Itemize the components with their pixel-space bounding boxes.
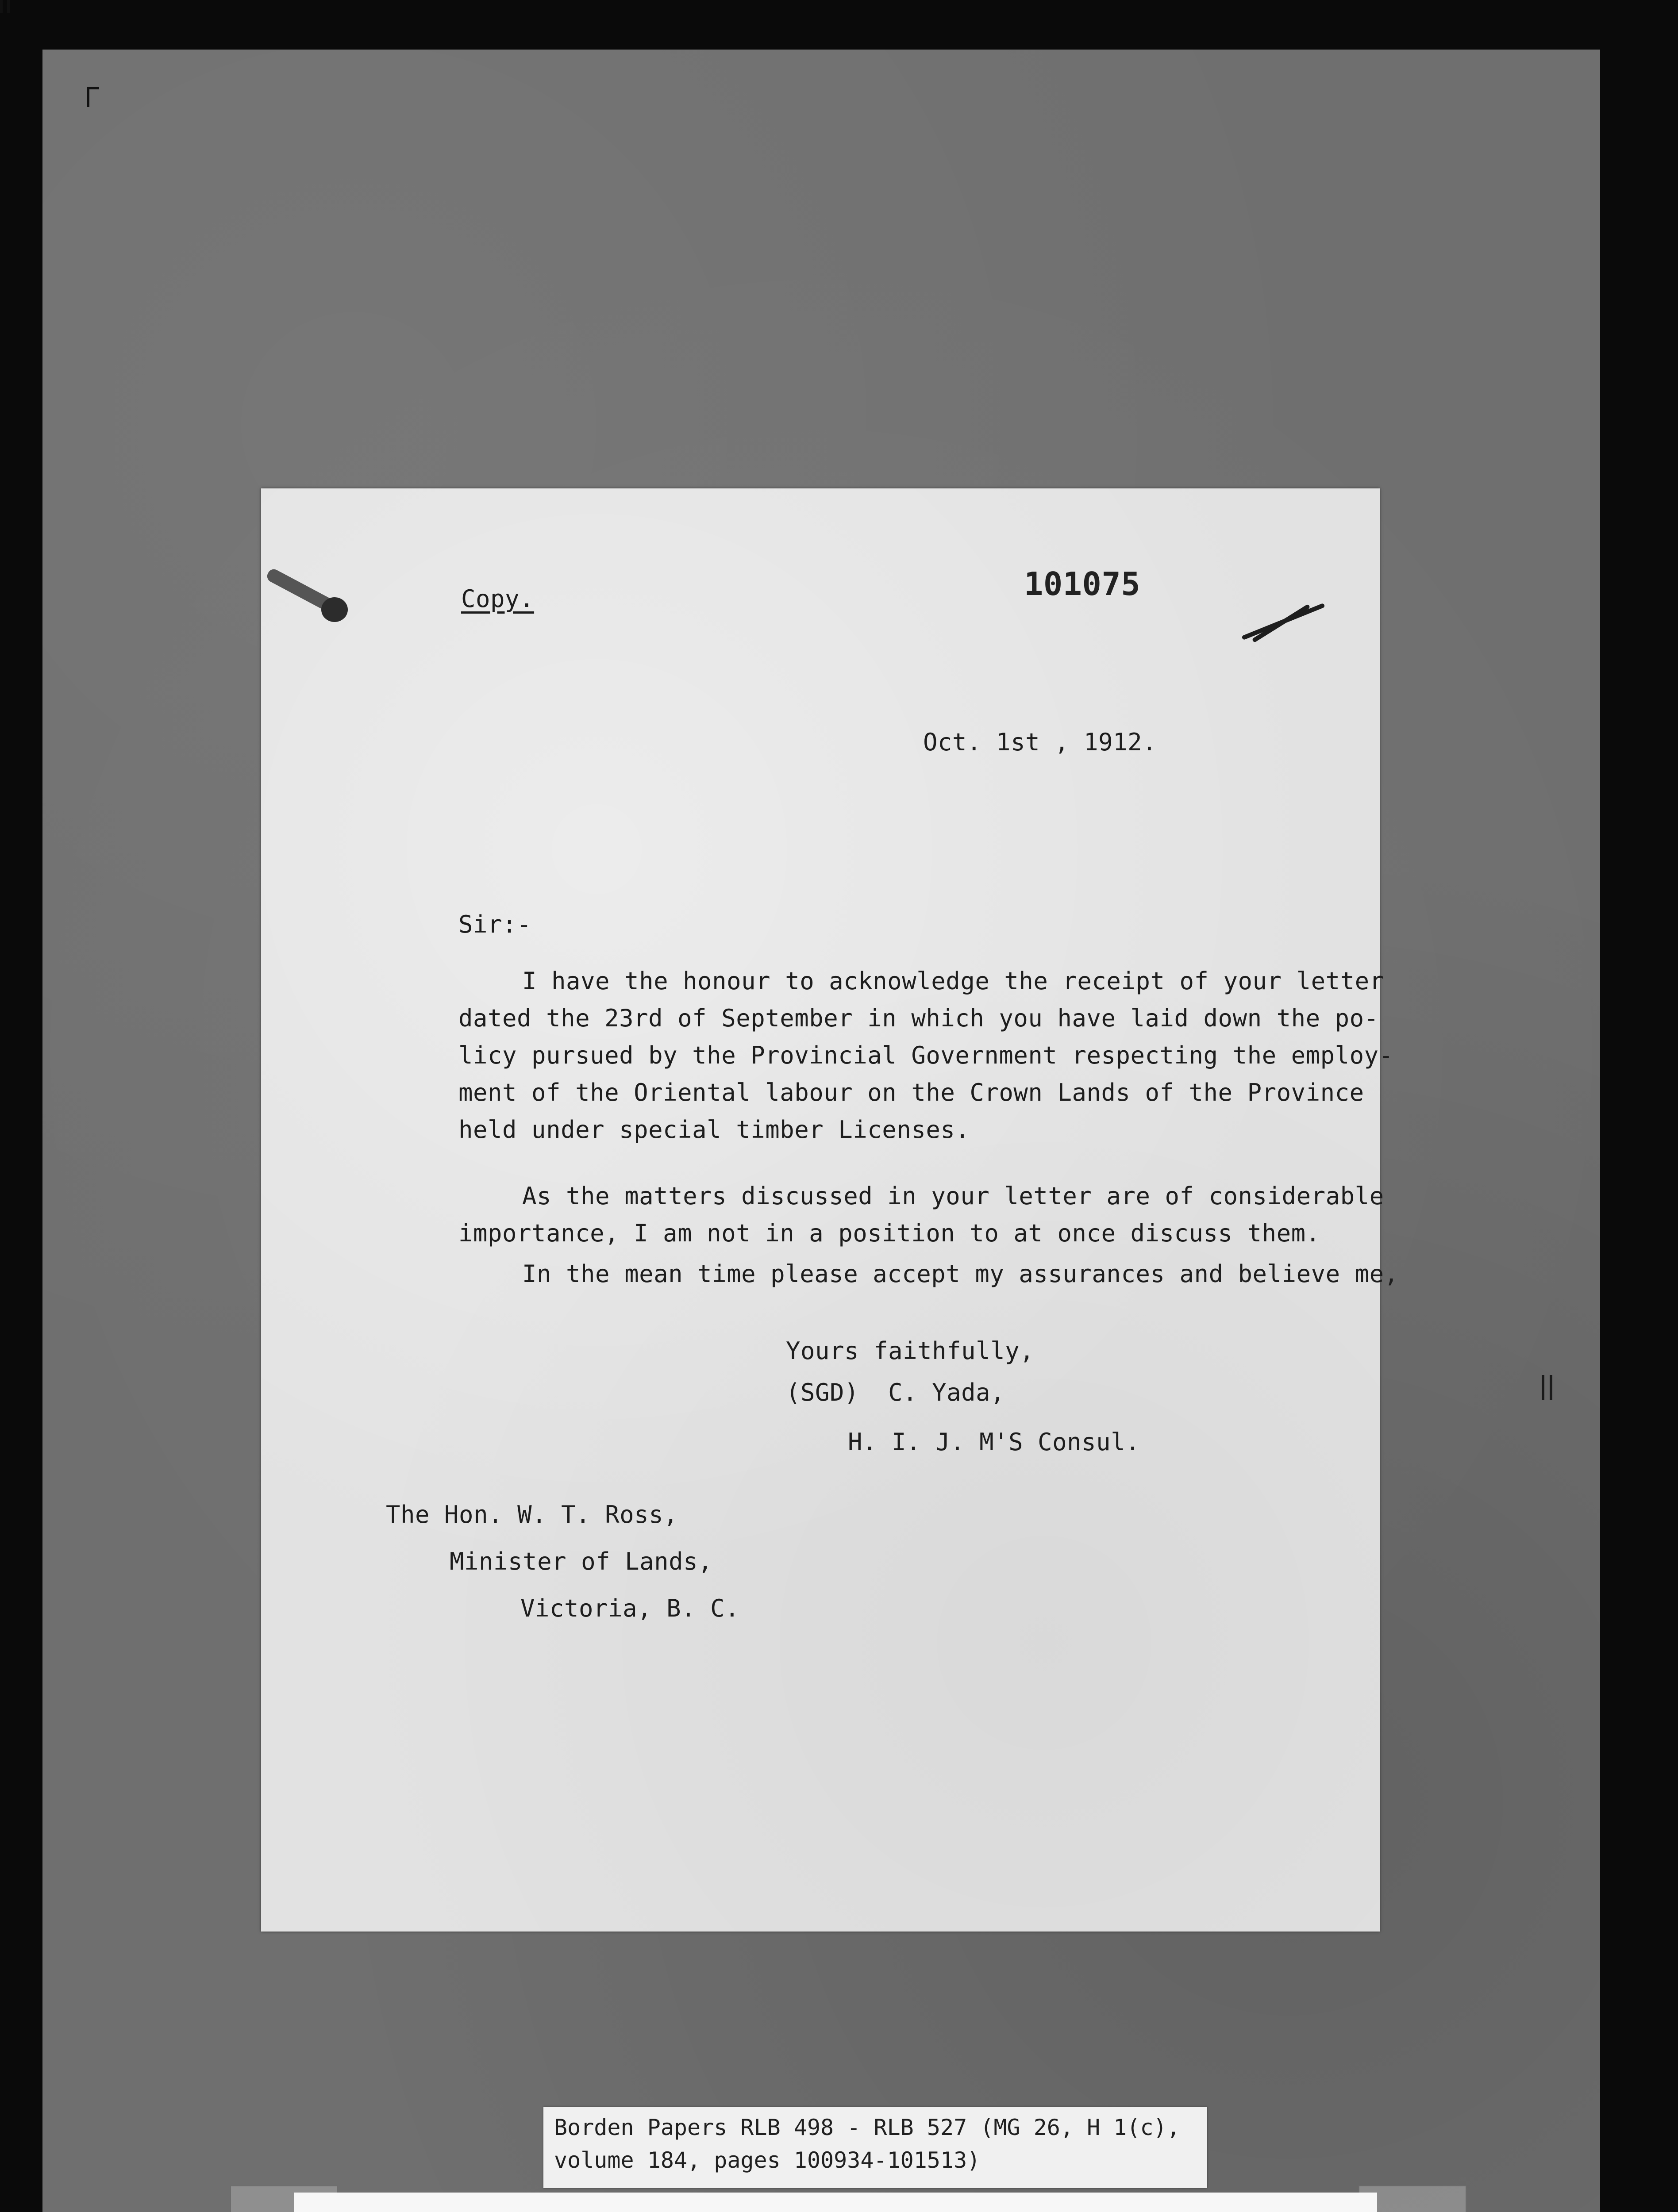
signature-line: (SGD) C. Yada,	[786, 1379, 1005, 1406]
pin-mark	[264, 575, 352, 615]
salutation: Sir:-	[458, 910, 532, 938]
body-line: importance, I am not in a position to at once discuss them.	[458, 1219, 1320, 1247]
letter-date: Oct. 1st , 1912.	[923, 728, 1157, 756]
archives-card	[294, 2193, 1377, 2212]
body-line: In the mean time please accept my assurances and believe me,	[522, 1260, 1399, 1288]
reference-slip	[543, 2107, 1207, 2188]
body-line: I have the honour to acknowledge the receipt of your letter	[522, 967, 1384, 995]
corner-registration-mark	[87, 87, 99, 107]
reference-line: volume 184, pages 100934-101513)	[554, 2147, 981, 2173]
reference-line: Borden Papers RLB 498 - RLB 527 (MG 26, H 1(c),	[554, 2115, 1180, 2140]
handwritten-initials	[1239, 602, 1336, 641]
body-line: As the matters discussed in your letter are of considerable	[522, 1182, 1384, 1210]
letter-page	[261, 488, 1380, 1932]
addressee-location: Victoria, B. C.	[520, 1594, 740, 1622]
body-line: held under special timber Licenses.	[458, 1116, 970, 1144]
addressee-office: Minister of Lands,	[450, 1548, 713, 1575]
addressee-name: The Hon. W. T. Ross,	[386, 1501, 678, 1528]
document-number: 101075	[1024, 565, 1141, 603]
body-line: ment of the Oriental labour on the Crown Lands of the Province	[458, 1079, 1364, 1106]
copy-label: Copy.	[461, 585, 535, 613]
edge-mark	[1542, 1375, 1555, 1400]
signer-title: H. I. J. M'S Consul.	[848, 1428, 1140, 1456]
body-line: licy pursued by the Provincial Government respecting the employ-	[458, 1041, 1393, 1069]
closing: Yours faithfully,	[786, 1337, 1035, 1365]
corner-registration-mark-right	[0, 0, 12, 12]
body-line: dated the 23rd of September in which you have laid down the po-	[458, 1004, 1379, 1032]
